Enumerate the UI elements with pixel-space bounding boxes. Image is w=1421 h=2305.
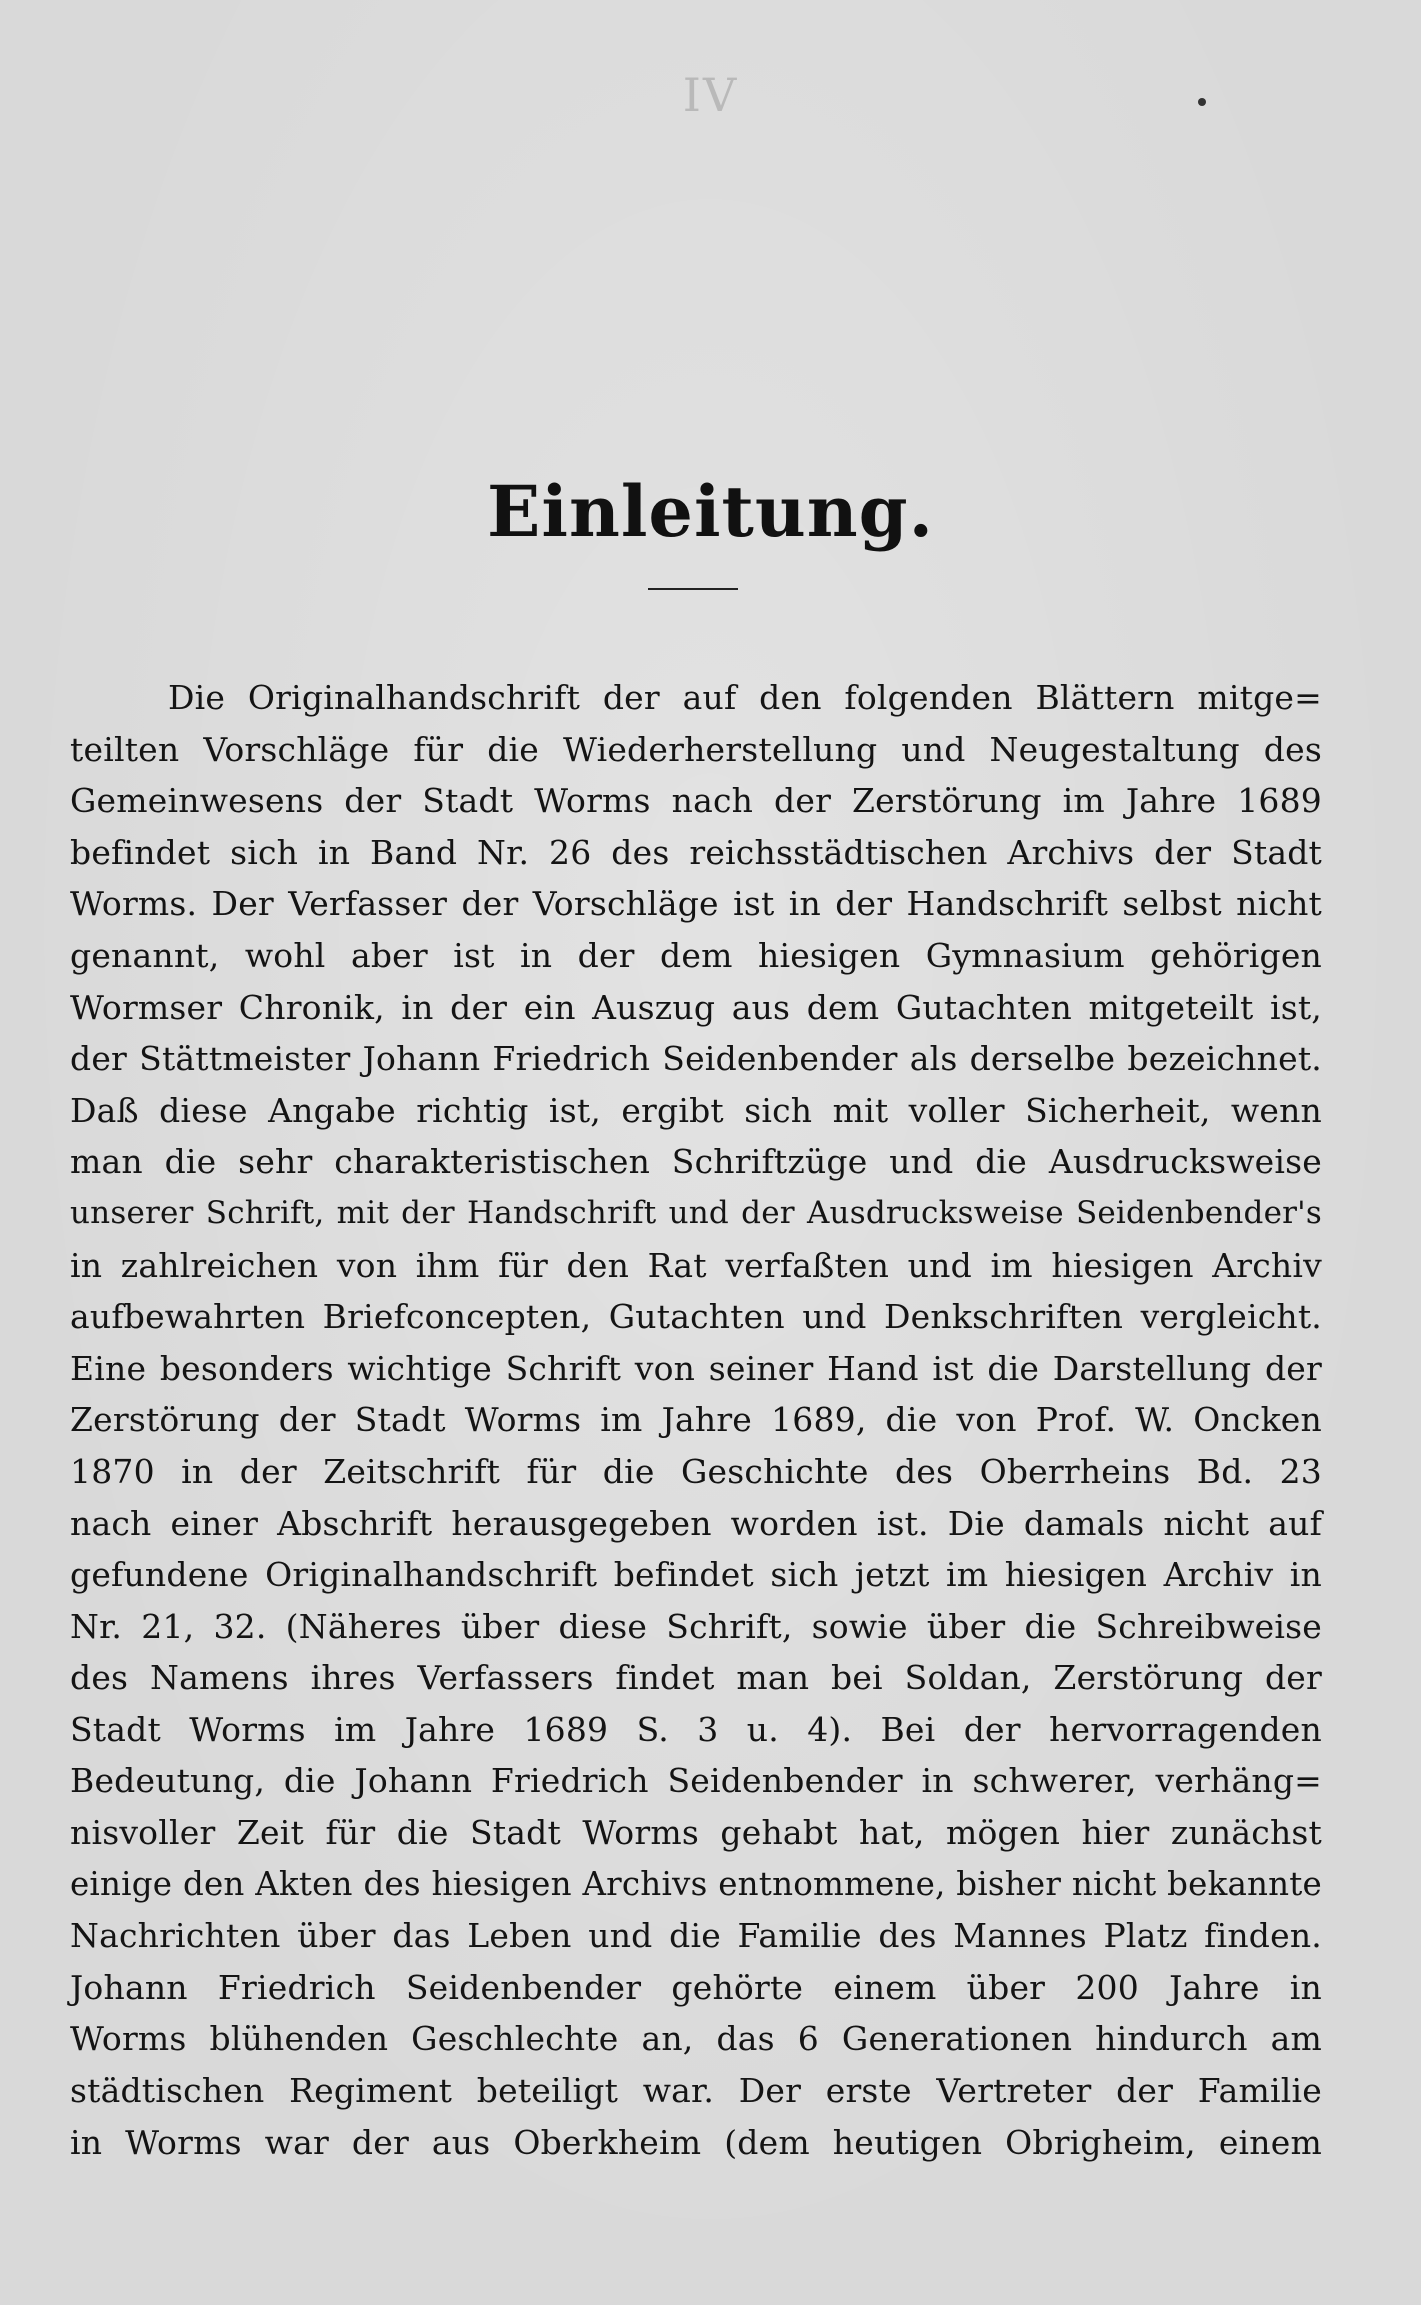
text-line: befindet sich in Band Nr. 26 des reichsstädtischen Archivs der Stadt <box>70 832 1322 872</box>
text-line: des Namens ihres Verfassers findet man bei Soldan, Zerstörung der <box>70 1658 1322 1698</box>
chapter-title: Einleitung. <box>487 470 934 553</box>
text-line: Bedeutung, die Johann Friedrich Seidenbender in schwerer, verhäng= <box>70 1761 1322 1801</box>
text-line: man die sehr charakteristischen Schriftzüge und die Ausdrucksweise <box>70 1142 1322 1182</box>
text-line: Worms blühenden Geschlechte an, das 6 Generationen hindurch am <box>70 2019 1322 2059</box>
text-line: Eine besonders wichtige Schrift von seiner Hand ist die Darstellung der <box>70 1348 1322 1388</box>
text-line: Nr. 21, 32. (Näheres über diese Schrift, sowie über die Schreibweise <box>70 1606 1322 1646</box>
text-line: Die Originalhandschrift der auf den folgenden Blättern mitge= <box>168 678 1322 717</box>
text-line: nach einer Abschrift herausgegeben worden ist. Die damals nicht auf <box>70 1503 1322 1543</box>
text-line: in zahlreichen von ihm für den Rat verfaßten und im hiesigen Archiv <box>70 1245 1322 1285</box>
text-line: Worms. Der Verfasser der Vorschläge ist in der Handschrift selbst nicht <box>70 884 1322 924</box>
text-line: Daß diese Angabe richtig ist, ergibt sich mit voller Sicherheit, wenn <box>70 1090 1322 1130</box>
text-line: Wormser Chronik, in der ein Auszug aus dem Gutachten mitgeteilt ist, <box>70 987 1322 1027</box>
text-line: genannt, wohl aber ist in der dem hiesigen Gymnasium gehörigen <box>70 935 1322 975</box>
text-line: nisvoller Zeit für die Stadt Worms gehabt hat, mögen hier zunächst <box>70 1813 1322 1853</box>
ink-speck <box>1198 98 1206 106</box>
text-line: einige den Akten des hiesigen Archivs entnommene, bisher nicht bekannte <box>70 1864 1322 1903</box>
text-line: Johann Friedrich Seidenbender gehörte einem über 200 Jahre in <box>70 1967 1322 2007</box>
text-line: Stadt Worms im Jahre 1689 S. 3 u. 4). Bei der hervorragenden <box>70 1709 1322 1749</box>
text-line: unserer Schrift, mit der Handschrift und der Ausdrucksweise Seidenbender's <box>70 1194 1322 1231</box>
text-line: aufbewahrten Briefconcepten, Gutachten und Denkschriften vergleicht. <box>70 1297 1322 1337</box>
text-line: teilten Vorschläge für die Wiederherstellung und Neugestaltung des <box>70 729 1322 769</box>
text-line: städtischen Regiment beteiligt war. Der erste Vertreter der Familie <box>70 2071 1322 2111</box>
text-line: 1870 in der Zeitschrift für die Geschichte des Oberrheins Bd. 23 <box>70 1451 1322 1491</box>
title-rule <box>648 588 738 590</box>
body-text <box>70 672 1322 2168</box>
text-line: Nachrichten über das Leben und die Familie des Mannes Platz finden. <box>70 1916 1322 1956</box>
text-line: Zerstörung der Stadt Worms im Jahre 1689, die von Prof. W. Oncken <box>70 1400 1322 1440</box>
text-line: Gemeinwesens der Stadt Worms nach der Zerstörung im Jahre 1689 <box>70 781 1322 821</box>
page-number: IV <box>682 68 739 122</box>
text-line: in Worms war der aus Oberkheim (dem heutigen Obrigheim, einem <box>70 2122 1322 2162</box>
text-line: gefundene Originalhandschrift befindet sich jetzt im hiesigen Archiv in <box>70 1555 1322 1595</box>
text-line: der Stättmeister Johann Friedrich Seidenbender als derselbe bezeichnet. <box>70 1039 1322 1079</box>
